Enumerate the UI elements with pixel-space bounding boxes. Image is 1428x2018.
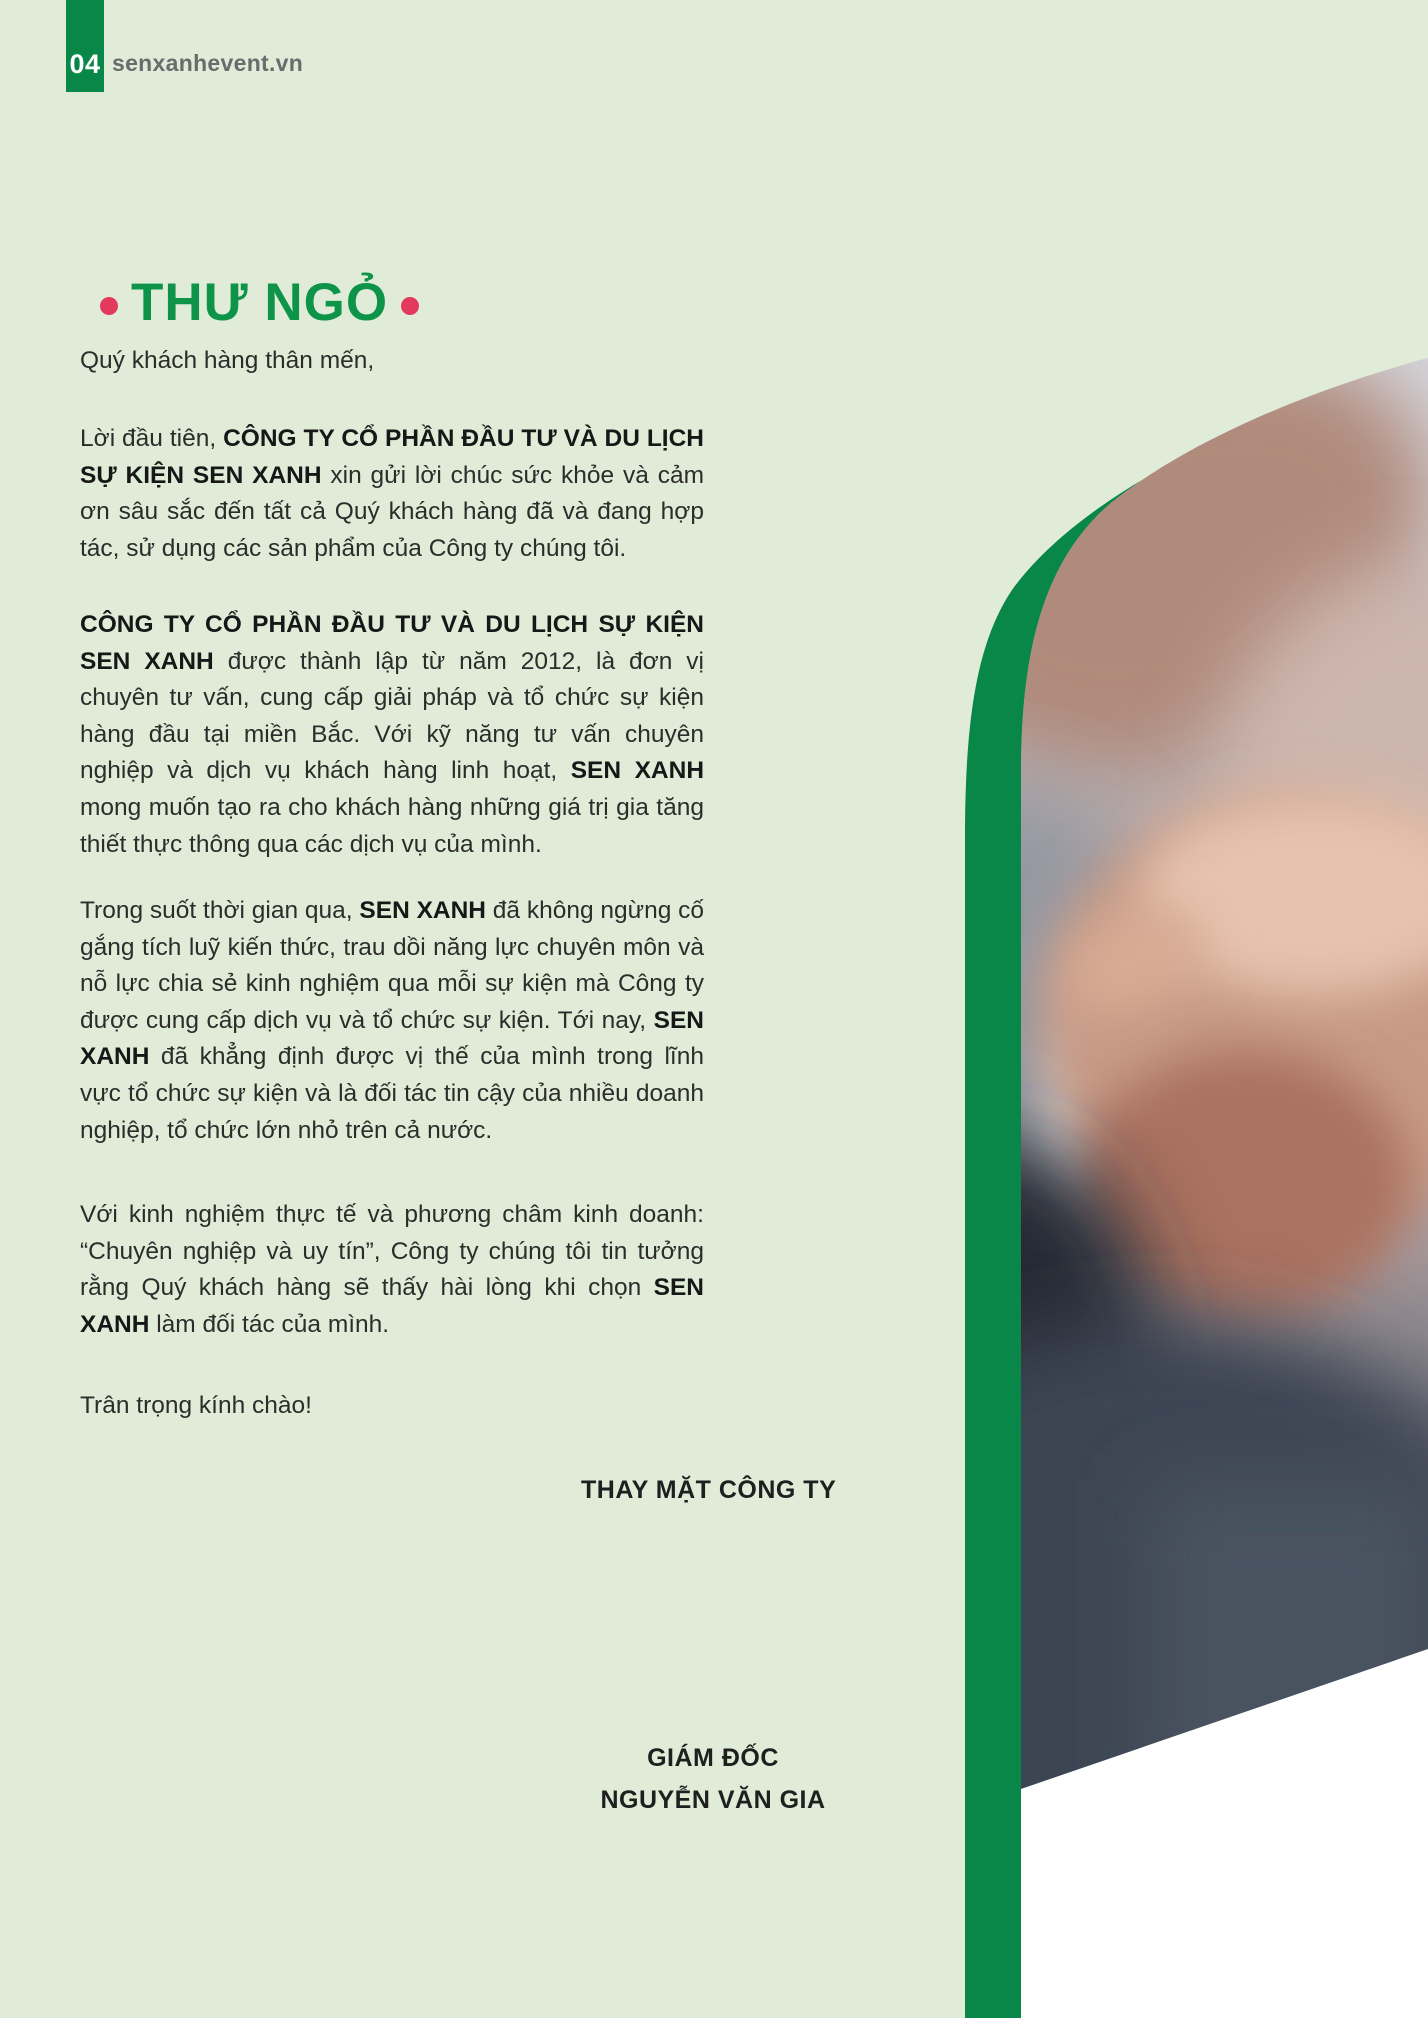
closing-line: Trân trọng kính chào! xyxy=(80,1392,312,1419)
title-row xyxy=(100,273,419,332)
page-number: 04 xyxy=(69,49,101,79)
letter-paragraph: Lời đầu tiên, CÔNG TY CỔ PHẦN ĐẦU TƯ VÀ DU LỊCH SỰ KIỆN SEN XANH xin gửi lời chúc sức khỏe và cảm ơn sâu sắc đến tất cả Quý khách hàng đã và đang hợp tác, sử dụng các sản phẩm của Công ty chúng tôi. xyxy=(80,425,705,562)
salutation: Quý khách hàng thân mến, xyxy=(80,347,375,374)
signature-title: GIÁM ĐỐC xyxy=(647,1744,779,1772)
page-title: THƯ NGỎ xyxy=(131,273,389,332)
signature-block xyxy=(468,1744,958,1815)
letter-paragraph: Với kinh nghiệm thực tế và phương châm kinh doanh: “Chuyên nghiệp và uy tín”, Công ty chúng tôi tin tưởng rằng Quý khách hàng sẽ thấy hài lòng khi chọn SEN XANH làm đối tác của mình. xyxy=(80,1201,704,1338)
letter-paragraph: Trong suốt thời gian qua, SEN XANH đã không ngừng cố gắng tích luỹ kiến thức, trau dồi năng lực chuyên môn và nỗ lực chia sẻ kinh nghiệm qua mỗi sự kiện mà Công ty được cung cấp dịch vụ và tổ chức sự kiện. Tới nay, SEN XANH đã khẳng định được vị thế của mình trong lĩnh vực tổ chức sự kiện và là đối tác tin cậy của nhiều doanh nghiệp, tổ chức lớn nhỏ trên cả nước. xyxy=(80,897,705,1144)
signature-name: NGUYỄN VĂN GIA xyxy=(600,1786,826,1814)
letter-paragraph: CÔNG TY CỔ PHẦN ĐẦU TƯ VÀ DU LỊCH SỰ KIỆN SEN XANH được thành lập từ năm 2012, là đơn vị chuyên tư vấn, cung cấp giải pháp và tổ chức sự kiện hàng đầu tại miền Bắc. Với kỹ năng tư vấn chuyên nghiệp và dịch vụ khách hàng linh hoạt, SEN XANH mong muốn tạo ra cho khách hàng những giá trị gia tăng thiết thực thông qua các dịch vụ của mình. xyxy=(80,611,705,858)
on-behalf-line: THAY MẶT CÔNG TY xyxy=(581,1476,837,1504)
title-dot-left-icon xyxy=(100,297,118,315)
title-dot-right-icon xyxy=(401,297,419,315)
website-url: senxanhevent.vn xyxy=(112,50,304,76)
page-number-tab xyxy=(66,0,104,92)
